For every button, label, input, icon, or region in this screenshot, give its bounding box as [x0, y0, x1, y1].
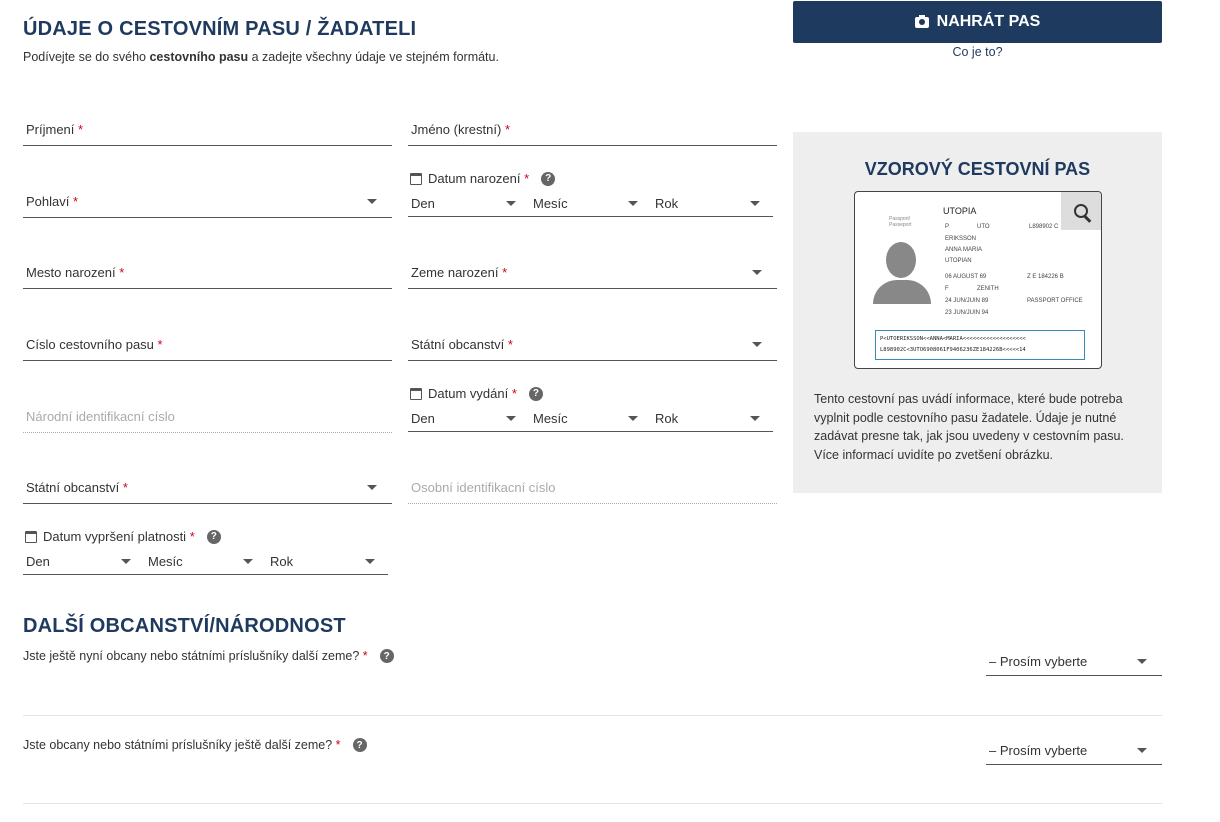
national-id-field[interactable]	[23, 401, 392, 433]
chevron-down-icon	[1137, 659, 1147, 664]
upload-button-label: NAHRÁT PAS	[936, 13, 1041, 30]
passport-number: L898902 C	[1029, 224, 1059, 230]
issue-label-text: Datum vydání	[428, 386, 509, 401]
dob-label-text: Datum narození	[428, 171, 521, 186]
help-icon[interactable]: ?	[207, 530, 221, 544]
day-label: Den	[411, 196, 435, 211]
page-title: ÚDAJE O CESTOVNÍM PASU / ŽADATELI	[23, 18, 417, 40]
help-icon[interactable]: ?	[529, 387, 543, 401]
calendar-icon	[25, 531, 37, 543]
passport-doc-label: Passport/ Passeport	[889, 216, 912, 228]
expiry-label-text: Datum vypršení platnosti	[43, 529, 187, 544]
question-other-citizenship	[23, 738, 367, 752]
other-citizenship-select[interactable]	[986, 737, 1162, 765]
passport-surname: ERIKSSON	[945, 236, 977, 242]
what-is-it-link[interactable]: Co je to?	[952, 45, 1003, 59]
passport-dob: 06 AUGUST 69	[945, 274, 987, 280]
issue-date-label	[410, 386, 543, 401]
chevron-down-icon	[367, 485, 377, 490]
expiry-day-select[interactable]	[23, 549, 135, 575]
citizenship-label: Státní obcanství	[411, 337, 505, 352]
passport-issued: 24 JUN/JUIN 89	[945, 298, 989, 304]
national-id-placeholder: Národní identifikacní císlo	[26, 409, 175, 424]
issue-year-select[interactable]	[652, 406, 764, 432]
day-label: Den	[26, 554, 50, 569]
birth-city-field[interactable]	[23, 257, 392, 289]
chevron-down-icon	[628, 201, 638, 206]
chevron-down-icon	[750, 201, 760, 206]
select-placeholder: – Prosím vyberte	[989, 654, 1088, 669]
chevron-down-icon	[1137, 748, 1147, 753]
year-label: Rok	[655, 196, 679, 211]
current-citizenship-select[interactable]	[986, 648, 1162, 676]
required-mark: *	[73, 194, 79, 209]
calendar-icon	[410, 173, 422, 185]
other-citizenship-title: DALŠÍ OBCANSTVÍ/NÁRODNOST	[23, 615, 346, 637]
passport-number-label: Císlo cestovního pasu	[26, 337, 154, 352]
passport-personal-no: Z E 184226 B	[1027, 274, 1064, 280]
help-icon[interactable]: ?	[353, 738, 367, 752]
surname-label: Príjmení	[26, 122, 75, 137]
year-label: Rok	[270, 554, 294, 569]
required-mark: *	[335, 738, 341, 752]
given-name-label: Jméno (krestní)	[411, 122, 502, 137]
chevron-down-icon	[752, 342, 762, 347]
sample-passport-image[interactable]	[854, 191, 1102, 369]
select-placeholder: – Prosím vyberte	[989, 743, 1088, 758]
surname-field[interactable]	[23, 114, 392, 146]
passport-type: P	[945, 224, 950, 230]
passport-country: UTOPIA	[943, 206, 977, 216]
question-2-text: Jste obcany nebo státními príslušníky ještě další zeme?	[23, 738, 333, 752]
personal-id-field[interactable]	[408, 472, 777, 504]
camera-icon	[915, 17, 929, 28]
issue-date-group	[408, 406, 773, 432]
expiry-date-group	[23, 549, 388, 575]
required-mark: *	[504, 122, 510, 137]
chevron-down-icon	[243, 559, 253, 564]
passport-number-field[interactable]	[23, 329, 392, 361]
month-label: Mesíc	[148, 554, 183, 569]
chevron-down-icon	[628, 416, 638, 421]
passport-code: UTO	[977, 224, 990, 230]
subtitle-text: Podívejte se do svého	[23, 50, 150, 64]
expiry-date-label	[25, 529, 221, 544]
birth-country-select[interactable]	[408, 257, 777, 289]
chevron-down-icon	[367, 199, 377, 204]
divider	[23, 803, 1162, 804]
issue-day-select[interactable]	[408, 406, 520, 432]
zoom-button[interactable]	[1061, 192, 1101, 230]
upload-passport-button[interactable]	[793, 1, 1162, 43]
sample-passport-title: VZOROVÝ CESTOVNÍ PAS	[864, 159, 1091, 179]
passport-nationality: UTOPIAN	[945, 258, 972, 264]
citizenship-left-select[interactable]	[23, 472, 392, 504]
chevron-down-icon	[750, 416, 760, 421]
help-icon[interactable]: ?	[380, 649, 394, 663]
sex-select[interactable]	[23, 186, 392, 218]
subtitle-text-end: a zadejte všechny údaje ve stejném formátu.	[248, 50, 499, 64]
question-1-text: Jste ještě nyní obcany nebo státními príslušníky další zeme?	[23, 649, 360, 663]
required-mark: *	[507, 337, 513, 352]
chevron-down-icon	[752, 270, 762, 275]
required-mark: *	[157, 337, 163, 352]
month-label: Mesíc	[533, 411, 568, 426]
dob-date-group	[408, 191, 773, 217]
given-name-field[interactable]	[408, 114, 777, 146]
personal-id-placeholder: Osobní identifikacní císlo	[411, 480, 556, 495]
passport-photo-shoulders	[873, 280, 931, 304]
year-label: Rok	[655, 411, 679, 426]
divider	[23, 715, 1162, 716]
required-mark: *	[524, 171, 530, 186]
sample-passport-description: Tento cestovní pas uvádí informace, které bude potreba vyplnit podle cestovního pasu žadatele. Údaje je nutné zadávat presne tak, jak jsou uvedeny v cestovním pasu. Více informací uvidíte po zvetšení obrázku.	[814, 392, 1124, 462]
dob-day-select[interactable]	[408, 191, 520, 217]
magnifier-icon	[1074, 204, 1088, 218]
required-mark: *	[122, 480, 128, 495]
required-mark: *	[119, 265, 125, 280]
passport-authority: PASSPORT OFFICE	[1027, 298, 1083, 304]
page-subtitle	[23, 50, 499, 64]
required-mark: *	[189, 529, 195, 544]
subtitle-bold: cestovního pasu	[149, 50, 249, 64]
day-label: Den	[411, 411, 435, 426]
month-label: Mesíc	[533, 196, 568, 211]
required-mark: *	[78, 122, 84, 137]
passport-mrz	[875, 330, 1085, 360]
passport-photo-head	[886, 242, 916, 278]
chevron-down-icon	[365, 559, 375, 564]
chevron-down-icon	[121, 559, 131, 564]
required-mark: *	[362, 649, 368, 663]
chevron-down-icon	[506, 416, 516, 421]
birth-city-label: Mesto narození	[26, 265, 116, 280]
calendar-icon	[410, 388, 422, 400]
dob-month-select[interactable]	[530, 191, 642, 217]
issue-month-select[interactable]	[530, 406, 642, 432]
passport-given: ANNA MARIA	[945, 247, 983, 253]
mrz-line-2: L898902C<3UTO6908061F9406236ZE184226B<<<<<14	[880, 347, 1026, 353]
passport-sex: F	[945, 286, 949, 292]
required-mark: *	[502, 265, 508, 280]
question-current-citizenship	[23, 649, 394, 663]
sample-passport-panel	[793, 132, 1162, 493]
expiry-month-select[interactable]	[145, 549, 257, 575]
help-icon[interactable]: ?	[541, 172, 555, 186]
required-mark: *	[511, 386, 517, 401]
passport-place: ZENITH	[977, 286, 999, 292]
passport-expiry: 23 JUN/JUIN 94	[945, 310, 989, 316]
dob-year-select[interactable]	[652, 191, 764, 217]
chevron-down-icon	[506, 201, 516, 206]
mrz-line-1: P<UTOERIKSSON<<ANNA<MARIA<<<<<<<<<<<<<<<<<<<	[880, 336, 1026, 342]
birth-country-label: Zeme narození	[411, 265, 499, 280]
citizenship-select[interactable]	[408, 329, 777, 361]
expiry-year-select[interactable]	[267, 549, 379, 575]
dob-label	[410, 171, 555, 186]
sex-label: Pohlaví	[26, 194, 70, 209]
citizenship-left-label: Státní obcanství	[26, 480, 120, 495]
